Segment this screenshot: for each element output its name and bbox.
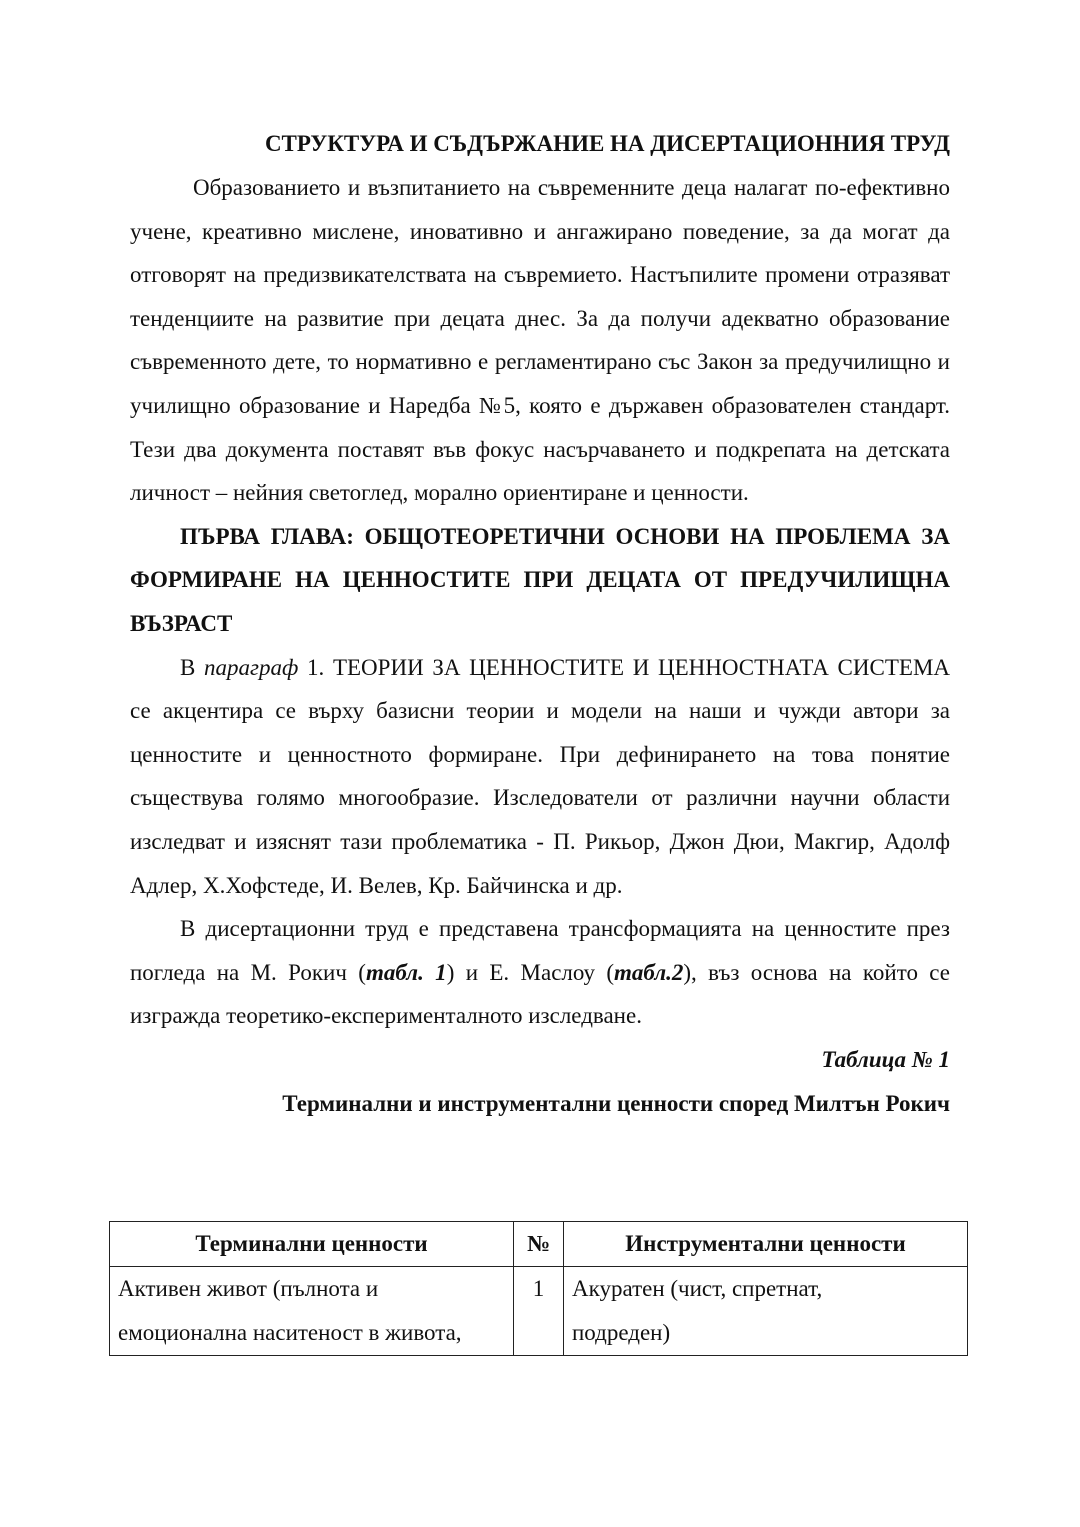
cell-number: 1 [514, 1267, 564, 1356]
table-row [110, 1267, 968, 1356]
intro-paragraph: Образованието и възпитанието на съвременните деца налагат по-ефективно учене, креативно мислене, иновативно и ангажирано поведение, за да могат да отговорят на предизвикателствата на съвремието. Настъпилите промени отразяват тенденциите на развитие при децата днес. За да получи адекватно образование съвременното дете, то нормативно е регламентирано със Закон за предучилищно и училищно образование и Наредба №5, която е държавен образователен стандарт. Тези два документа поставят във фокус насърчаването и подкрепата на детската личност – нейния светоглед, морално ориентиране и ценности. [130, 175, 950, 506]
table-label-text: Таблица № 1 [821, 1046, 950, 1072]
table-caption: Терминални и инструментални ценности според Милтън Рокич [282, 1090, 950, 1116]
paragraph-theories [130, 646, 950, 908]
table-label [130, 1038, 950, 1082]
document-title: СТРУКТУРА И СЪДЪРЖАНИЕ НА ДИСЕРТАЦИОННИЯ ТРУД [264, 131, 950, 156]
table-reference-2: табл.2 [614, 959, 684, 985]
table-reference-1: табл. 1 [365, 959, 447, 985]
table-header-row [110, 1222, 968, 1267]
header-number: № [514, 1222, 564, 1267]
header-instrumental-values: Инструментални ценности [564, 1222, 968, 1267]
cell-terminal-line1: Активен живот (пълнота и [118, 1276, 379, 1301]
paragraph-transformation [130, 907, 950, 1038]
rokeach-values-table [109, 1221, 968, 1356]
cell-instrumental-line2: подреден) [572, 1320, 671, 1345]
document-page [130, 122, 950, 1126]
paragraph-theories-rest: 1. ТЕОРИИ ЗА ЦЕННОСТИТЕ И ЦЕННОСТНАТА СИСТЕМА се акцентира се върху базисни теории и модели на наши и чужди автори за ценностите и ценностното формиране. При дефинирането на това понятие съществува голямо многообразие. Изследователи от различни научни области изследват и изяснят тази проблематика - П. Рикьор, Джон Дюи, Макгир, Адолф Адлер, Х.Хофстеде, И. Велев, Кр. Байчинска и др. [130, 654, 951, 898]
paragraph-transformation-part3: ), въз основа на който се изгражда теоретико-експерименталното изследване. [130, 959, 951, 1029]
cell-terminal-line2: емоционална наситеност в живота, [118, 1320, 462, 1345]
header-terminal-values: Терминални ценности [110, 1222, 514, 1267]
cell-instrumental-value [564, 1267, 968, 1356]
paragraph-theories-italic: параграф [204, 654, 299, 680]
paragraph-transformation-part1: В дисертационни труд е представена трансформацията на ценностите през погледа на М. Рокич ( [130, 916, 950, 985]
chapter-heading: ПЪРВА ГЛАВА: ОБЩОТЕОРЕТИЧНИ ОСНОВИ НА ПРОБЛЕМА ЗА ФОРМИРАНЕ НА ЦЕННОСТИТЕ ПРИ ДЕЦАТА ОТ ПРЕДУЧИЛИЩНА ВЪЗРАСТ [130, 523, 950, 636]
paragraph-theories-lead: В [180, 654, 205, 680]
paragraph-transformation-part2: ) и Е. Маслоу ( [446, 959, 615, 985]
cell-instrumental-line1: Акуратен (чист, спретнат, [572, 1276, 823, 1301]
cell-terminal-value [110, 1267, 514, 1356]
